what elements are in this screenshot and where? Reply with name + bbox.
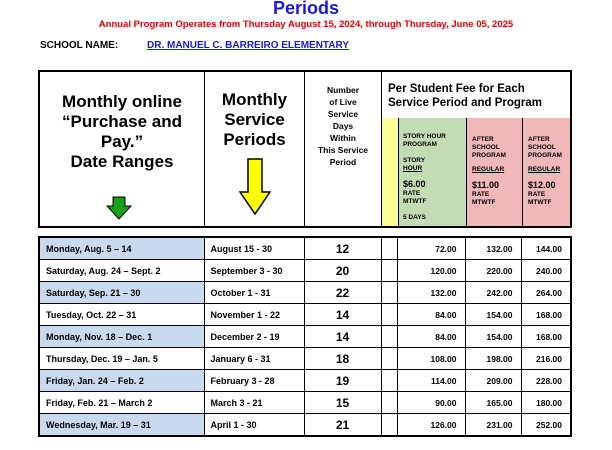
yellow-down-arrow-icon <box>239 158 271 216</box>
table-row <box>39 237 571 260</box>
story-days: MTWTF <box>403 198 427 205</box>
purchase-date-range-cell: Tuesday, Oct. 22 – 31 <box>39 304 204 326</box>
after-price: $11.00 <box>472 180 500 190</box>
story-rate: RATE <box>403 190 421 197</box>
after-label: SCHOOL <box>472 144 500 151</box>
header-line: This Service <box>317 145 369 155</box>
spacer-cell <box>381 260 397 282</box>
purchase-date-range-cell: Wednesday, Mar. 19 – 31 <box>39 414 204 437</box>
header-line: of Live <box>329 97 357 107</box>
live-days-cell: 14 <box>304 326 381 348</box>
spacer-cell <box>381 392 397 414</box>
header-line: Days <box>332 121 354 131</box>
after-school-fee-cell: 209.00 <box>465 370 521 392</box>
yellow-spacer-column <box>382 118 398 226</box>
after-school-fee-cell: 240.00 <box>521 260 571 282</box>
purchase-date-range-cell: Friday, Jan. 24 – Feb. 2 <box>39 370 204 392</box>
header-live-days <box>305 72 382 226</box>
header-line: Periods <box>223 130 286 149</box>
story-label: HOUR <box>403 165 423 172</box>
after-label: SCHOOL <box>528 144 556 151</box>
table-row <box>39 370 571 392</box>
spacer-cell <box>381 414 397 437</box>
service-period-cell: December 2 - 19 <box>204 326 304 348</box>
story-count: 5 DAYS <box>403 214 426 221</box>
page-title: Periods <box>272 0 340 18</box>
after-school-fee-cell: 168.00 <box>521 304 571 326</box>
purchase-date-range-cell: Saturday, Sep. 21 – 30 <box>39 282 204 304</box>
story-hour-fee-cell: 84.00 <box>397 304 465 326</box>
school-name-link[interactable]: DR. MANUEL C. BARREIRO ELEMENTARY <box>147 40 350 51</box>
after-school-fee-cell: 165.00 <box>465 392 521 414</box>
spacer-cell <box>381 304 397 326</box>
after-school-fee-cell: 216.00 <box>521 348 571 370</box>
table-row <box>39 282 571 304</box>
service-period-cell: January 6 - 31 <box>204 348 304 370</box>
after-school-fee-cell: 220.00 <box>465 260 521 282</box>
story-hour-fee-cell: 84.00 <box>397 326 465 348</box>
table-row <box>39 304 571 326</box>
after-rate: RATE <box>528 191 546 198</box>
header-line: Monthly <box>221 90 288 109</box>
service-period-cell: August 15 - 30 <box>204 237 304 260</box>
table-row <box>39 348 571 370</box>
story-label: STORY HOUR <box>403 133 446 140</box>
header-line: Number <box>326 85 360 95</box>
table-row <box>39 260 571 282</box>
purchase-date-range-cell: Monday, Aug. 5 – 14 <box>39 237 204 260</box>
spacer-cell <box>381 326 397 348</box>
after-school-fee-cell: 180.00 <box>521 392 571 414</box>
story-hour-fee-cell: 120.00 <box>397 260 465 282</box>
after-rate: RATE <box>472 191 490 198</box>
live-days-cell: 22 <box>304 282 381 304</box>
story-hour-fee-cell: 132.00 <box>397 282 465 304</box>
story-hour-fee-cell: 90.00 <box>397 392 465 414</box>
table-header <box>38 70 572 228</box>
fee-title-line: Service Period and Program <box>388 97 543 109</box>
after-school-fee-cell: 228.00 <box>521 370 571 392</box>
story-hour-fee-cell: 126.00 <box>397 414 465 437</box>
table-row <box>39 326 571 348</box>
after-school-fee-cell: 168.00 <box>521 326 571 348</box>
after-school-fee-cell: 242.00 <box>465 282 521 304</box>
story-hour-fee-cell: 72.00 <box>397 237 465 260</box>
header-line: Pay.” <box>100 132 144 151</box>
header-fees <box>382 72 570 226</box>
header-line: Monthly online <box>62 92 182 111</box>
header-line: Service <box>224 110 285 129</box>
live-days-cell: 19 <box>304 370 381 392</box>
story-hour-fee-cell: 114.00 <box>397 370 465 392</box>
after-school-fee-cell: 154.00 <box>465 326 521 348</box>
spacer-cell <box>381 348 397 370</box>
after-school-program-1-header <box>466 118 522 226</box>
service-period-cell: September 3 - 30 <box>204 260 304 282</box>
after-school-fee-cell: 144.00 <box>521 237 571 260</box>
after-label: AFTER <box>472 136 494 143</box>
spacer-cell <box>381 370 397 392</box>
header-line: Period <box>329 157 357 167</box>
header-line: Service <box>327 109 359 119</box>
after-school-program-2-header <box>522 118 570 226</box>
after-school-fee-cell: 154.00 <box>465 304 521 326</box>
service-period-table <box>38 236 572 437</box>
after-school-fee-cell: 252.00 <box>521 414 571 437</box>
after-school-fee-cell: 198.00 <box>465 348 521 370</box>
after-school-fee-cell: 231.00 <box>465 414 521 437</box>
header-purchase-dates <box>40 72 205 226</box>
live-days-cell: 12 <box>304 237 381 260</box>
header-line: “Purchase and <box>62 112 182 131</box>
story-hour-program-header <box>398 118 466 226</box>
after-regular: REGULAR <box>472 166 505 173</box>
after-school-fee-cell: 132.00 <box>465 237 521 260</box>
live-days-cell: 21 <box>304 414 381 437</box>
header-line: Date Ranges <box>70 152 174 171</box>
school-name-label: SCHOOL NAME: <box>40 40 119 51</box>
after-days: MTWTF <box>528 199 552 206</box>
table-row <box>39 392 571 414</box>
service-period-cell: March 3 - 21 <box>204 392 304 414</box>
header-service-periods <box>205 72 305 226</box>
program-dates-subtitle: Annual Program Operates from Thursday August 15, 2024, through Thursday, June 05, 2025 <box>98 19 514 30</box>
after-price: $12.00 <box>528 180 556 190</box>
story-hour-fee-cell: 108.00 <box>397 348 465 370</box>
live-days-cell: 15 <box>304 392 381 414</box>
purchase-date-range-cell: Thursday, Dec. 19 – Jan. 5 <box>39 348 204 370</box>
after-label: PROGRAM <box>472 152 506 159</box>
after-school-fee-cell: 264.00 <box>521 282 571 304</box>
service-period-cell: February 3 - 28 <box>204 370 304 392</box>
purchase-date-range-cell: Saturday, Aug. 24 – Sept. 2 <box>39 260 204 282</box>
live-days-cell: 18 <box>304 348 381 370</box>
service-period-cell: November 1 - 22 <box>204 304 304 326</box>
purchase-date-range-cell: Friday, Feb. 21 – March 2 <box>39 392 204 414</box>
after-label: PROGRAM <box>528 152 562 159</box>
story-label: PROGRAM <box>403 141 437 148</box>
header-line: Within <box>330 133 356 143</box>
table-row <box>39 414 571 437</box>
spacer-cell <box>381 237 397 260</box>
purchase-date-range-cell: Monday, Nov. 18 – Dec. 1 <box>39 326 204 348</box>
live-days-cell: 20 <box>304 260 381 282</box>
service-period-cell: October 1 - 31 <box>204 282 304 304</box>
service-period-cell: April 1 - 30 <box>204 414 304 437</box>
fee-title-line: Per Student Fee for Each <box>388 83 525 95</box>
after-label: AFTER <box>528 136 550 143</box>
green-down-arrow-icon <box>106 196 132 220</box>
story-label: STORY <box>403 157 426 164</box>
after-days: MTWTF <box>472 199 496 206</box>
after-regular: REGULAR <box>528 166 561 173</box>
live-days-cell: 14 <box>304 304 381 326</box>
spacer-cell <box>381 282 397 304</box>
story-price: $6.00 <box>403 179 426 189</box>
